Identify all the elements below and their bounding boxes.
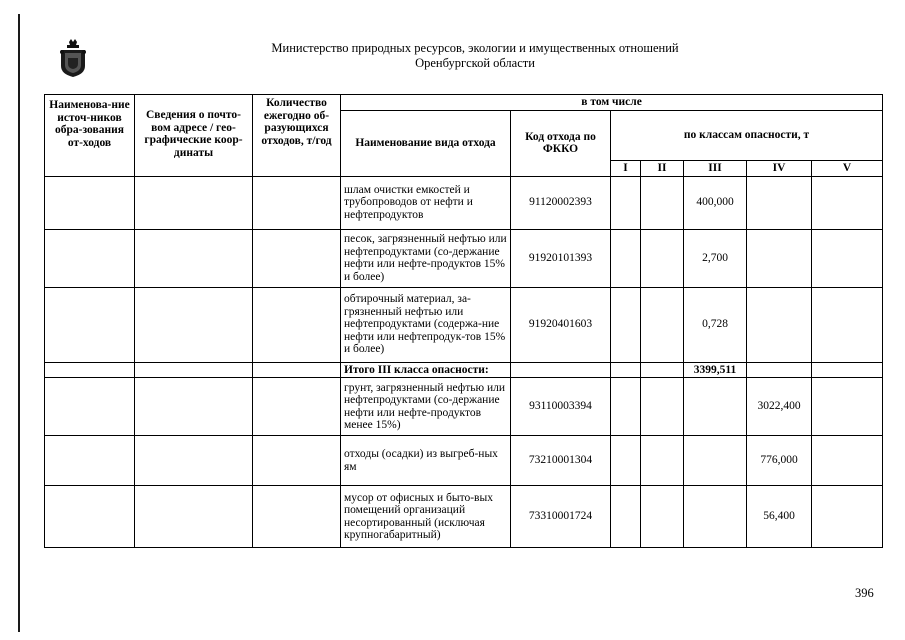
- class-2-value: [641, 176, 684, 229]
- page-number: 396: [855, 586, 874, 600]
- class-3-value: [684, 378, 747, 436]
- waste-code: 91920401603: [511, 287, 611, 362]
- class-5-value: [812, 176, 883, 229]
- class-1-value: [611, 362, 641, 378]
- waste-name: шлам очистки емкостей и трубопроводов от нефти и нефтепродуктов: [341, 176, 511, 229]
- waste-code: 93110003394: [511, 378, 611, 436]
- waste-name: мусор от офисных и быто-вых помещений организаций несортированный (исключая крупногабаритный): [341, 486, 511, 548]
- class-4-value: [747, 229, 812, 287]
- class-1-value: [611, 436, 641, 486]
- header-code: Код отхода по ФККО: [511, 110, 611, 176]
- header-class-4: IV: [747, 160, 812, 176]
- header-quantity: Количество ежегодно об-разующихся отходов, т/год: [253, 95, 341, 177]
- class-4-value: [747, 287, 812, 362]
- table-row: [45, 486, 883, 548]
- class-1-value: [611, 287, 641, 362]
- class-1-value: [611, 486, 641, 548]
- class-2-value: [641, 436, 684, 486]
- class-4-value: [747, 176, 812, 229]
- header-including: в том числе: [341, 95, 883, 111]
- class-3-value: [684, 486, 747, 548]
- class-5-value: [812, 436, 883, 486]
- waste-code: 73310001724: [511, 486, 611, 548]
- class-5-value: [812, 486, 883, 548]
- class-2-value: [641, 378, 684, 436]
- class-4-value: [747, 362, 812, 378]
- class-5-value: [812, 362, 883, 378]
- header-source-names: Наименова-ние источ-ников обра-зования от-ходов: [45, 95, 135, 177]
- waste-code: [511, 362, 611, 378]
- waste-table: [44, 94, 883, 548]
- table-row: [45, 176, 883, 229]
- waste-code: 91920101393: [511, 229, 611, 287]
- class-3-value: [684, 436, 747, 486]
- class-3-value: 0,728: [684, 287, 747, 362]
- header-class-2: II: [641, 160, 684, 176]
- class-2-value: [641, 287, 684, 362]
- header-class-3: III: [684, 160, 747, 176]
- ministry-name: Министерство природных ресурсов, экологии и имущественных отношений: [271, 41, 679, 55]
- header-address: Сведения о почто-вом адресе / гео-графические коор-динаты: [135, 95, 253, 177]
- waste-code: 73210001304: [511, 436, 611, 486]
- table-row: [45, 287, 883, 362]
- class-4-value: 3022,400: [747, 378, 812, 436]
- class-5-value: [812, 287, 883, 362]
- class-4-value: 776,000: [747, 436, 812, 486]
- waste-name: обтирочный материал, за-грязненный нефтью или нефтепродуктами (содержа-ние нефти или нефтепродук-тов 15% и более): [341, 287, 511, 362]
- class-5-value: [812, 229, 883, 287]
- document-header: [170, 41, 780, 71]
- region-name: Оренбургской области: [415, 56, 535, 70]
- header-by-class: по классам опасности, т: [611, 110, 883, 160]
- table-row: [45, 229, 883, 287]
- table-row: [45, 378, 883, 436]
- class-3-total: 3399,511: [684, 362, 747, 378]
- total-row: [45, 362, 883, 378]
- table-row: [45, 436, 883, 486]
- header-class-1: I: [611, 160, 641, 176]
- waste-name: грунт, загрязненный нефтью или нефтепродуктами (со-держание нефти или нефте-продуктов менее 15%): [341, 378, 511, 436]
- binding-edge-line: [18, 14, 20, 632]
- header-waste-type: Наименование вида отхода: [341, 110, 511, 176]
- total-label: Итого III класса опасности:: [341, 362, 511, 378]
- class-1-value: [611, 378, 641, 436]
- class-4-value: 56,400: [747, 486, 812, 548]
- class-3-value: 2,700: [684, 229, 747, 287]
- class-1-value: [611, 229, 641, 287]
- class-2-value: [641, 229, 684, 287]
- class-2-value: [641, 486, 684, 548]
- waste-name: песок, загрязненный нефтью или нефтепродуктами (со-держание нефти или нефте-продуктов 15% и более): [341, 229, 511, 287]
- class-3-value: 400,000: [684, 176, 747, 229]
- header-class-5: V: [812, 160, 883, 176]
- coat-of-arms-icon: [58, 38, 88, 78]
- waste-name: отходы (осадки) из выгреб-ных ям: [341, 436, 511, 486]
- class-1-value: [611, 176, 641, 229]
- class-2-value: [641, 362, 684, 378]
- class-5-value: [812, 378, 883, 436]
- waste-code: 91120002393: [511, 176, 611, 229]
